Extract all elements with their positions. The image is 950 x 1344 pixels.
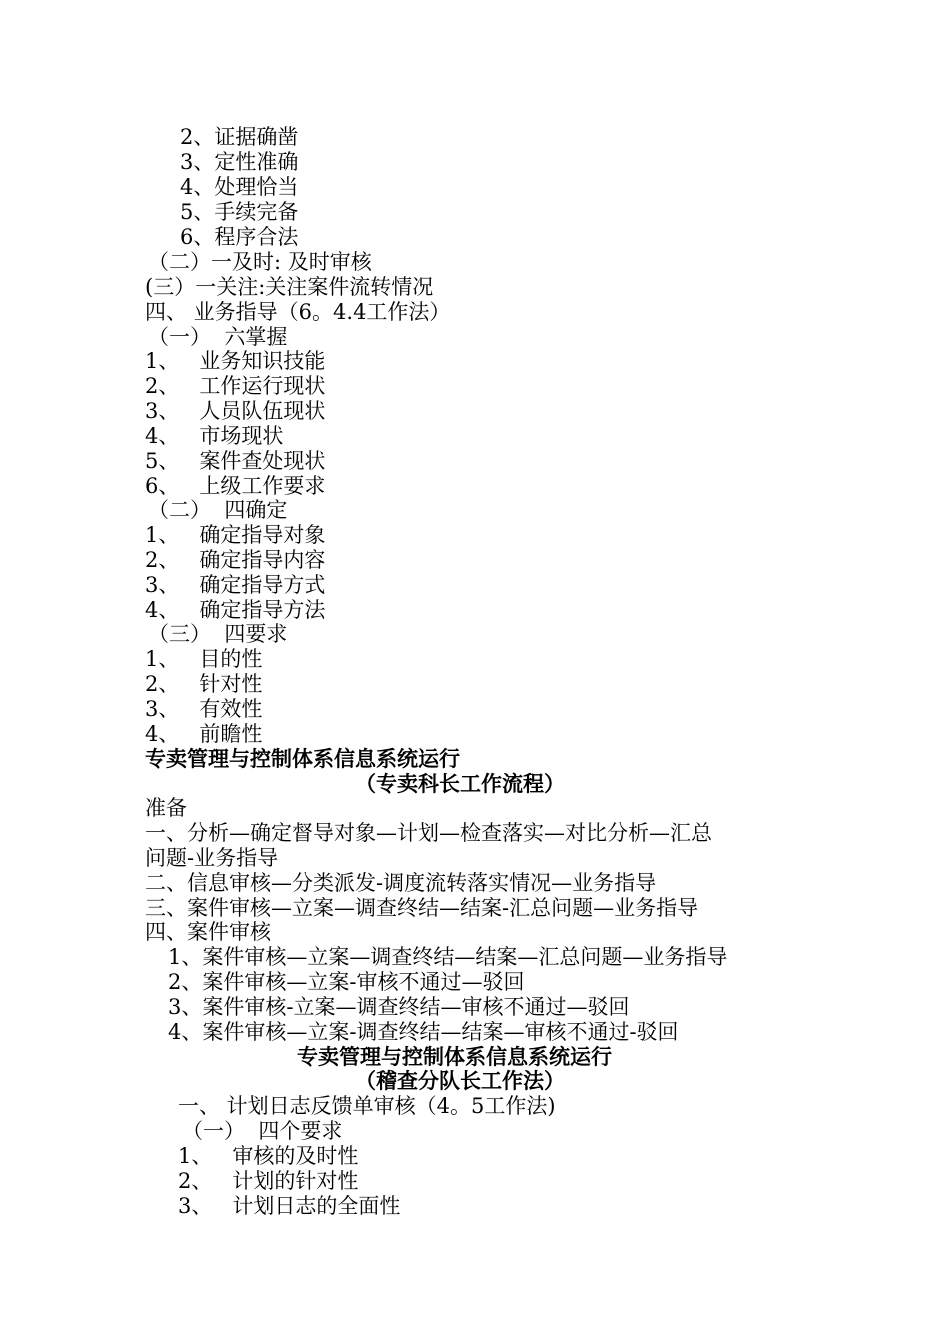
text-line: 2、证据确凿 [180,125,299,149]
text-line: 问题-业务指导 [145,846,279,870]
text-line: 3、 计划日志的全面性 [178,1194,401,1218]
text-line: 2、 计划的针对性 [178,1169,359,1193]
text-line: 4、处理恰当 [180,175,299,199]
text-line: （二）一及时: 及时审核 [148,250,372,274]
section-subtitle: （专卖科长工作流程） [355,772,565,796]
text-line: 1、案件审核—立案—调查终结—结案—汇总问题—业务指导 [168,945,728,969]
text-line: 1、 业务知识技能 [145,349,326,373]
text-line: 2、案件审核—立案-审核不通过—驳回 [168,970,525,994]
text-line: 四、 业务指导（6。4.4工作法） [145,300,451,324]
text-line: 6、 上级工作要求 [145,474,326,498]
section-title: 专卖管理与控制体系信息系统运行 [297,1045,612,1069]
text-line: 4、 确定指导方法 [145,598,326,622]
text-line: (三）一关注:关注案件流转情况 [145,275,434,299]
text-line: 3、 有效性 [145,697,263,721]
text-line: 4、 市场现状 [145,424,284,448]
text-line: 2、 工作运行现状 [145,374,326,398]
text-line: 6、程序合法 [180,225,299,249]
text-line: 1、 确定指导对象 [145,523,326,547]
text-line: （三） 四要求 [148,622,288,646]
text-line: 4、案件审核—立案-调查终结—结案—审核不通过-驳回 [168,1020,679,1044]
text-line: 1、 审核的及时性 [178,1144,359,1168]
text-line: 3、案件审核-立案—调查终结—审核不通过—驳回 [168,995,630,1019]
text-line: 3、定性准确 [180,150,299,174]
text-line: 三、案件审核—立案—调查终结—结案-汇总问题—业务指导 [145,896,699,920]
text-line: 二、信息审核—分类派发-调度流转落实情况—业务指导 [145,871,657,895]
text-line: 一、分析—确定督导对象—计划—检查落实—对比分析—汇总 [145,821,712,845]
text-line: 2、 确定指导内容 [145,548,326,572]
text-line: 3、 人员队伍现状 [145,399,326,423]
text-line: 一、 计划日志反馈单审核（4。5工作法) [178,1094,556,1118]
text-line: 4、 前瞻性 [145,722,263,746]
text-line: （一） 四个要求 [182,1119,343,1143]
text-line: （二） 四确定 [148,498,288,522]
text-line: 1、 目的性 [145,647,263,671]
section-title: 专卖管理与控制体系信息系统运行 [145,747,460,771]
text-line: 3、 确定指导方式 [145,573,326,597]
text-line: 2、 针对性 [145,672,263,696]
text-line: （一） 六掌握 [148,325,288,349]
text-line: 四、案件审核 [145,920,271,944]
text-line: 准备 [145,796,187,820]
section-subtitle: （稽查分队长工作法） [355,1069,565,1093]
text-line: 5、 案件查处现状 [145,449,326,473]
text-line: 5、手续完备 [180,200,299,224]
